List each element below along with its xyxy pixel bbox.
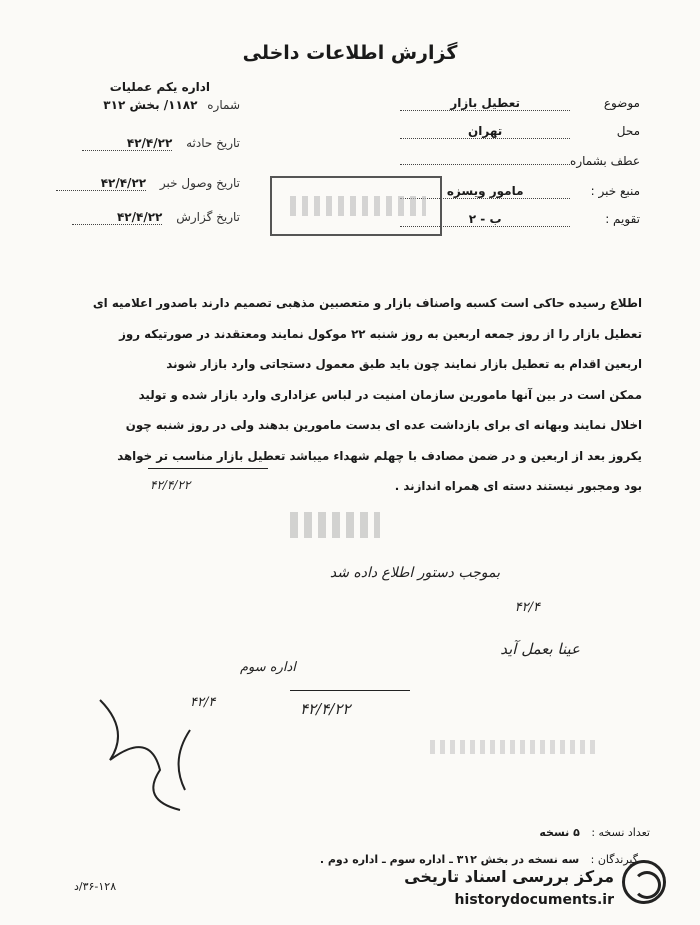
signature-scribble — [90, 690, 210, 820]
recipients-label: گیرندگان : — [590, 853, 638, 866]
place-row — [400, 124, 640, 139]
number-label: شماره — [207, 98, 240, 112]
subject-row — [400, 96, 640, 111]
copies-label: تعداد نسخه : — [591, 826, 650, 839]
ref-value — [400, 164, 570, 165]
report-date-label: تاریخ گزارش — [176, 210, 240, 224]
subject-value: تعطیل بازار — [400, 96, 570, 111]
arrow-line — [290, 690, 410, 691]
report-title: گزارش اطلاعات داخلی — [242, 42, 458, 64]
report-date-row — [68, 210, 240, 225]
ref-row — [400, 154, 640, 168]
handwritten-note-2: عینا بعمل آید — [500, 640, 580, 658]
rating-label: تقویم : — [605, 212, 640, 226]
report-date-value: ۴۲/۴/۲۲ — [72, 210, 162, 225]
handwritten-date-1: ۴۲/۴ — [514, 600, 540, 615]
faded-stamp-2 — [290, 512, 380, 538]
watermark-org-name: مرکز بررسی اسناد تاریخی — [404, 867, 614, 886]
body-line: اخلال نمایند وبهانه ای برای بازداشت عده ای بدست مامورین بدهند ولی در روز شنبه چون — [125, 418, 642, 432]
handwritten-note-3: اداره سوم — [240, 660, 296, 675]
handwritten-note-1: بموجب دستور اطلاع داده شد — [329, 565, 500, 581]
faded-stamp — [270, 176, 442, 236]
strike-line — [148, 468, 268, 469]
ref-label: عطف بشماره — [570, 154, 640, 168]
rating-value: ب - ۲ — [400, 212, 570, 227]
body-line: اربعین اقدام به تعطیل بازار نمایند چون باید طبق معمول دستجاتی وارد بازار شوند — [166, 357, 642, 371]
event-date-value: ۴۲/۴/۲۲ — [82, 136, 172, 151]
archive-logo-icon — [622, 860, 666, 904]
faded-handwriting — [430, 740, 600, 754]
recipients-value: سه نسخه در بخش ۳۱۲ ـ اداره سوم ـ اداره دوم . — [319, 853, 580, 866]
event-date-row — [78, 136, 240, 151]
body-line: اطلاع رسیده حاکی است کسبه واصناف بازار و متعصبین مذهبی تصمیم دارند باصدور اعلامیه ای — [92, 296, 642, 310]
number-row — [103, 98, 240, 112]
receipt-date-row — [52, 176, 240, 191]
report-body — [52, 288, 642, 502]
handwritten-date-2: ۴۲/۴/۲۲ — [300, 700, 351, 718]
body-line: تعطیل بازار را از روز جمعه اربعین به روز شنبه ۲۲ موکول نمایند ومعتقدند در صورتیکه روز — [119, 326, 642, 341]
margin-note: ۴۲/۴/۲۲ — [150, 478, 191, 492]
body-line: ممکن است در بین آنها مامورین سازمان امنیت در لباس عزاداری وارد بازار شده و تولید — [138, 387, 642, 402]
receipt-date-value: ۴۲/۴/۲۲ — [56, 176, 146, 191]
event-date-label: تاریخ حادثه — [186, 136, 240, 150]
document-code: ۳۶-۱۲۸/د — [74, 880, 117, 893]
body-line: یکروز بعد از اربعین و در ضمن مصادف با چهلم شهداء میباشد تعطیل بازار مناسب تر خواهد — [117, 448, 642, 463]
body-line: بود ومجبور نیستند دسته ای همراه اندازند . — [394, 479, 642, 493]
receipt-date-label: تاریخ وصول خبر — [159, 176, 240, 190]
handwritten-date-3: ۴۲/۴ — [190, 695, 216, 710]
watermark-site: historydocuments.ir — [454, 892, 614, 908]
copies-value: ۵ نسخه — [539, 826, 580, 839]
copies-row — [539, 826, 650, 839]
source-label: منبع خبر : — [590, 184, 640, 198]
subject-label: موضوع — [603, 96, 640, 110]
source-value: مامور ویسزه — [400, 184, 570, 199]
department-name: اداره یکم عملیات — [109, 80, 210, 94]
recipients-row — [320, 853, 638, 866]
place-label: محل — [616, 124, 640, 138]
stamp-text-mark — [290, 196, 426, 216]
place-value: تهران — [400, 124, 570, 139]
number-value: ۱۱۸۲/ بخش ۳۱۲ — [103, 98, 198, 112]
